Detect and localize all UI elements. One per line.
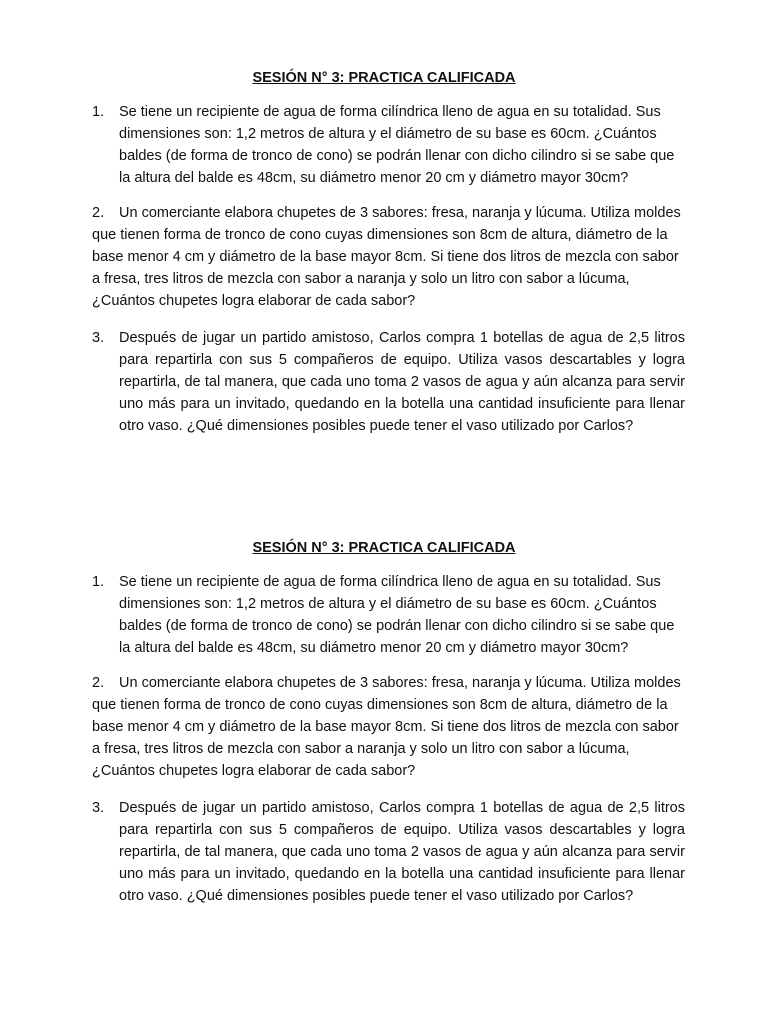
question-item-1 (92, 571, 685, 659)
question-item-2 (92, 202, 685, 312)
question-item-2 (92, 672, 685, 782)
practice-section-2 (0, 538, 768, 907)
question-text: Se tiene un recipiente de agua de forma cilíndrica lleno de agua en su totalidad. Sus dimensiones son: 1,2 metros de altura y el diámetro de su base es 60cm. ¿Cuántos baldes (de forma de tronco de cono) se podrán llenar con dicho cilindro si se sabe que la altura del balde es 48cm, su diámetro menor 20 cm y diámetro mayor 30cm? (119, 104, 675, 186)
question-number: 1. (92, 104, 105, 120)
question-text: Después de jugar un partido amistoso, Carlos compra 1 botellas de agua de 2,5 litros para repartirla con sus 5 compañeros de equipo. Utiliza vasos descartables y logra repartirla, de tal manera, que cada uno toma 2 vasos de agua y aún alcanza para servir uno más para un invitado, quedando en la botella una cantidad insuficiente para llenar otro vaso. ¿Qué dimensiones posibles puede tener el vaso utilizado por Carlos? (119, 330, 685, 434)
question-text: Después de jugar un partido amistoso, Carlos compra 1 botellas de agua de 2,5 litros para repartirla con sus 5 compañeros de equipo. Utiliza vasos descartables y logra repartirla, de tal manera, que cada uno toma 2 vasos de agua y aún alcanza para servir uno más para un invitado, quedando en la botella una cantidad insuficiente para llenar otro vaso. ¿Qué dimensiones posibles puede tener el vaso utilizado por Carlos? (119, 800, 685, 904)
question-item-3 (92, 797, 685, 907)
question-number: 3. (92, 800, 105, 816)
practice-section-1 (0, 68, 768, 437)
question-text: Un comerciante elabora chupetes de 3 sabores: fresa, naranja y lúcuma. Utiliza moldes que tienen forma de tronco de cono cuyas dimensiones son 8cm de altura, diámetro de la base menor 4 cm y diámetro de la base mayor 8cm. Si tiene dos litros de mezcla con sabor a fresa, tres litros de mezcla con sabor a naranja y solo un litro con sabor a lúcuma, ¿Cuántos chupetes logra elaborar de cada sabor? (92, 205, 681, 309)
question-item-1 (92, 101, 685, 189)
question-number: 3. (92, 330, 105, 346)
question-number: 2. (92, 675, 105, 691)
question-number: 2. (92, 205, 105, 221)
question-item-3 (92, 327, 685, 437)
section-title: SESIÓN N° 3: PRACTICA CALIFICADA (252, 540, 516, 556)
question-number: 1. (92, 574, 105, 590)
section-title: SESIÓN N° 3: PRACTICA CALIFICADA (252, 70, 516, 86)
question-text: Un comerciante elabora chupetes de 3 sabores: fresa, naranja y lúcuma. Utiliza moldes que tienen forma de tronco de cono cuyas dimensiones son 8cm de altura, diámetro de la base menor 4 cm y diámetro de la base mayor 8cm. Si tiene dos litros de mezcla con sabor a fresa, tres litros de mezcla con sabor a naranja y solo un litro con sabor a lúcuma, ¿Cuántos chupetes logra elaborar de cada sabor? (92, 675, 681, 779)
question-text: Se tiene un recipiente de agua de forma cilíndrica lleno de agua en su totalidad. Sus dimensiones son: 1,2 metros de altura y el diámetro de su base es 60cm. ¿Cuántos baldes (de forma de tronco de cono) se podrán llenar con dicho cilindro si se sabe que la altura del balde es 48cm, su diámetro menor 20 cm y diámetro mayor 30cm? (119, 574, 675, 656)
